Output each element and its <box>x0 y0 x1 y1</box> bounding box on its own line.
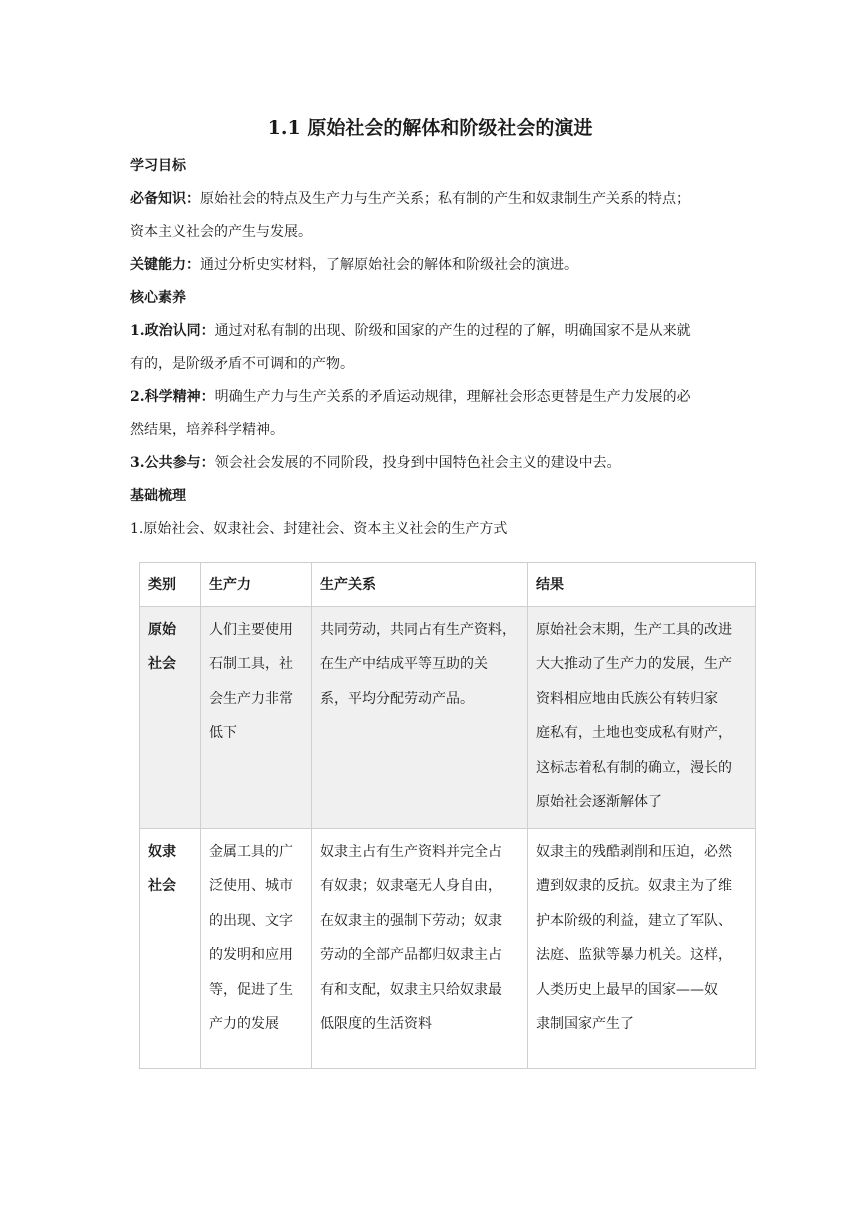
cell-text-line: 这标志着私有制的确立，漫长的 <box>536 759 732 776</box>
cell-text-line: 法庭、监狱等暴力机关。这样， <box>536 947 732 963</box>
cell-text-line: 资料相应地由氏族公有转归家 <box>536 690 718 707</box>
table-header-row <box>140 563 756 607</box>
production-modes-table <box>139 562 756 1069</box>
productivity-cell <box>201 828 312 1068</box>
cell-text-line: 庭私有，土地也变成私有财产， <box>536 725 732 741</box>
cell-text-line: 奴隶主的残酷剥削和压迫，必然 <box>536 843 732 860</box>
cell-text-line: 低限度的生活资料 <box>320 1016 432 1032</box>
cell-text-line: 共同劳动，共同占有生产资料， <box>320 621 516 638</box>
cell-text-line: 的出现、文字 <box>209 912 293 929</box>
cell-text-line: 会生产力非常 <box>209 690 293 707</box>
literacy-3-text: 领会社会发展的不同阶段，投身到中国特色社会主义的建设中去。 <box>214 455 621 471</box>
cell-text-line: 奴隶 <box>148 843 176 860</box>
literacy-1-text-line: 通过对私有制的出现、阶级和国家的产生的过程的了解，明确国家不是从来就 <box>214 323 691 339</box>
cell-text-line: 在奴隶主的强制下劳动；奴隶 <box>320 912 502 929</box>
cell-text-line: 产力的发展 <box>209 1016 279 1032</box>
ability-label: 关键能力： <box>130 257 200 273</box>
cell-text-line: 劳动的全部产品都归奴隶主占 <box>320 947 502 963</box>
literacy-3-label: 3.公共参与： <box>130 455 215 471</box>
category-cell <box>140 606 201 828</box>
literacy-3-paragraph <box>130 447 730 480</box>
cell-text-line: 人类历史上最早的国家——奴 <box>536 981 718 998</box>
cell-text-line: 原始社会末期，生产工具的改进 <box>536 621 732 638</box>
document-title: 1.1 原始社会的解体和阶级社会的演进 <box>267 117 593 139</box>
literacy-1-text-line: 有的，是阶级矛盾不可调和的产物。 <box>130 356 354 372</box>
basics-heading: 基础梳理 <box>130 488 186 504</box>
cell-text-line: 社会 <box>148 656 176 672</box>
cell-text-line: 遭到奴隶的反抗。奴隶主为了维 <box>536 878 732 894</box>
literacy-1-label: 1.政治认同： <box>130 323 215 339</box>
header-relations: 生产关系 <box>312 563 528 607</box>
cell-text-line: 泛使用、城市 <box>209 878 293 894</box>
cell-text-line: 奴隶主占有生产资料并完全占 <box>320 843 502 860</box>
literacy-2-label: 2.科学精神： <box>130 389 215 405</box>
cell-text-line: 社会 <box>148 878 176 894</box>
productivity-cell <box>201 606 312 828</box>
cell-text-line: 的发明和应用 <box>209 947 293 963</box>
header-result: 结果 <box>528 563 756 607</box>
knowledge-text-line: 资本主义社会的产生与发展。 <box>130 224 312 240</box>
cell-text-line: 石制工具，社 <box>209 656 293 672</box>
cell-text-line: 系，平均分配劳动产品。 <box>320 690 474 707</box>
category-cell <box>140 828 201 1068</box>
header-category: 类别 <box>140 563 201 607</box>
cell-text-line: 等，促进了生 <box>209 981 293 998</box>
document-body <box>130 150 730 546</box>
literacy-2-paragraph <box>130 381 730 414</box>
cell-text-line: 在生产中结成平等互助的关 <box>320 656 488 672</box>
ability-paragraph <box>130 249 730 282</box>
literacy-heading: 核心素养 <box>130 290 186 306</box>
knowledge-text-line: 原始社会的特点及生产力与生产关系；私有制的产生和奴隶制生产关系的特点； <box>200 191 690 207</box>
ability-text: 通过分析史实材料，了解原始社会的解体和阶级社会的演进。 <box>200 257 578 273</box>
literacy-1-paragraph <box>130 315 730 348</box>
table-row <box>140 606 756 828</box>
cell-text-line: 有奴隶；奴隶毫无人身自由， <box>320 878 502 894</box>
cell-text-line: 隶制国家产生了 <box>536 1016 634 1032</box>
objectives-heading: 学习目标 <box>130 158 186 174</box>
literacy-2-text-line: 明确生产力与生产关系的矛盾运动规律，理解社会形态更替是生产力发展的必 <box>214 389 691 405</box>
result-cell <box>528 828 756 1068</box>
result-cell <box>528 606 756 828</box>
literacy-2-text-line: 然结果，培养科学精神。 <box>130 422 284 438</box>
cell-text-line: 有和支配，奴隶主只给奴隶最 <box>320 981 502 998</box>
table-row <box>140 828 756 1068</box>
relations-cell <box>312 606 528 828</box>
table-caption: 1.原始社会、奴隶社会、封建社会、资本主义社会的生产方式 <box>130 521 508 537</box>
cell-text-line: 大大推动了生产力的发展，生产 <box>536 656 732 672</box>
cell-text-line: 低下 <box>209 725 237 741</box>
header-productivity: 生产力 <box>201 563 312 607</box>
cell-text-line: 护本阶级的利益，建立了军队、 <box>536 912 732 929</box>
cell-text-line: 原始 <box>148 621 176 638</box>
knowledge-paragraph <box>130 183 730 216</box>
cell-text-line: 原始社会逐渐解体了 <box>536 794 662 810</box>
cell-text-line: 人们主要使用 <box>209 621 293 638</box>
cell-text-line: 金属工具的广 <box>209 843 293 860</box>
knowledge-label: 必备知识： <box>130 191 200 207</box>
relations-cell <box>312 828 528 1068</box>
